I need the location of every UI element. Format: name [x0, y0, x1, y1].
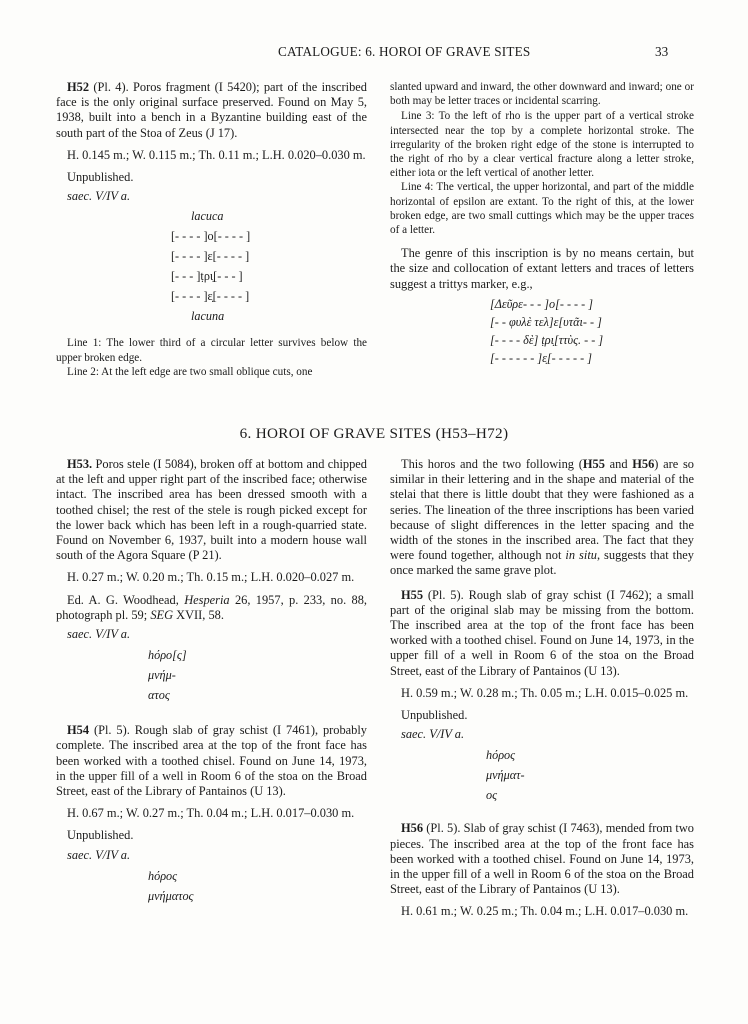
h55-intro: H55 (Pl. 5). Rough slab of gray schist (I 7462); a small part of the original slab may be missing from the bottom. The inscribed area at the top of the front face has been worked with a toothed chisel. Found on June 14, 1973, in the upper fill of a well in Room 6 of the stoa on the Broad Street, east of the Library of Pantainos (U 13). — [390, 587, 694, 678]
inscription-line: ατος — [148, 688, 170, 703]
h53-dimensions: H. 0.27 m.; W. 0.20 m.; Th. 0.15 m.; L.H. 0.020–0.027 m. — [67, 570, 355, 585]
h54-inscription-text — [148, 866, 367, 906]
inscription-line: ος — [486, 788, 498, 803]
inscription-line: hόρος — [148, 868, 178, 883]
inscription-line: [- - - - ]o[- - - - ] — [171, 229, 251, 244]
inscription-line: [- - - - ]ε[- - - - ] — [171, 249, 250, 264]
page-number: 33 — [655, 44, 669, 59]
inscription-line: μνήματ- — [486, 768, 525, 783]
h54-dimensions: H. 0.67 m.; W. 0.27 m.; Th. 0.04 m.; L.H. 0.017–0.030 m. — [67, 806, 355, 821]
running-head: CATALOGUE: 6. HOROI OF GRAVE SITES — [278, 44, 531, 59]
h52-note-line2: Line 2: At the left edge are two small oblique cuts, one — [67, 365, 313, 378]
inscription-line: lacuna — [191, 309, 225, 324]
h52-date: saec. V/IV a. — [67, 189, 131, 204]
inscription-line: hόρος — [486, 748, 516, 763]
inscription-line: μνήματος — [148, 888, 194, 903]
h52-publication: Unpublished. — [67, 170, 134, 185]
h52-restoration — [490, 295, 694, 367]
h56-intro: H56 (Pl. 5). Slab of gray schist (I 7463), mended from two pieces. The inscribed area at the top of the front face has been worked with a toothed chisel. Found on June 14, 1973, in the upper fill of a well in Room 6 of the stoa on the Broad Street, east of the Library of Pantainos (U 13). — [390, 821, 694, 897]
h52-note-line2-cont: slanted upward and inward, the other downward and inward; one or both may be letter traces or incidental scarring. — [390, 81, 694, 108]
h53-edition: Ed. A. G. Woodhead, Hesperia 26, 1957, p. 233, no. 88, photograph pl. 59; SEG XVII, 58. — [56, 592, 367, 622]
h53-inscription-text — [148, 645, 367, 705]
restoration-line: [- - φυλὲ τελ]ε[υτᾶι- - ] — [490, 314, 602, 329]
inscription-line: lacuca — [191, 209, 224, 224]
page-header — [0, 44, 748, 64]
h52-intro: H52 (Pl. 4). Poros fragment (I 5420); part of the inscribed face is the only original surface preserved. Found on May 5, 1938, built into a bench in a Byzantine building east of the south part of the Stoa of Zeus (J 17). — [56, 80, 367, 140]
section-title: 6. HOROI OF GRAVE SITES (H53–H72) — [239, 425, 509, 442]
h55-inscription-text — [486, 745, 694, 805]
h56-dimensions: H. 0.61 m.; W. 0.25 m.; Th. 0.04 m.; L.H. 0.017–0.030 m. — [401, 904, 689, 919]
h52-genre: The genre of this inscription is by no means certain, but the size and collocation of extant letters and traces of letters suggest a trittys marker, e.g., — [390, 246, 694, 291]
h52-note-line1: Line 1: The lower third of a circular letter survives below the upper broken edge. — [56, 337, 367, 364]
right-column-lower — [390, 457, 694, 920]
h54-publication: Unpublished. — [67, 828, 134, 843]
left-column-lower — [56, 457, 367, 906]
entry-h52-right — [390, 80, 694, 367]
h52-note-line4: Line 4: The vertical, the upper horizontal, and part of the middle horizontal of epsilon are extant. To the right of this, at the lower broken edge, are two small cuttings which may be the upper traces of a letter. — [390, 181, 694, 237]
h54-date: saec. V/IV a. — [67, 847, 131, 862]
h52-inscription-text — [171, 206, 367, 326]
inscription-line: [- - - ]ṭρι̣[- - - ] — [171, 269, 243, 284]
h52-dimensions: H. 0.145 m.; W. 0.115 m.; Th. 0.11 m.; L.H. 0.020–0.030 m. — [67, 147, 366, 162]
h55-publication: Unpublished. — [401, 708, 468, 723]
h53-intro: H53. Poros stele (I 5084), broken off at bottom and chipped at the left and upper right part of the inscribed face; otherwise intact. The inscribed area has been dressed smooth with a toothed chisel; the rest of the stele is rough picked except for the lower back which has been left in a rough-quarried state. Found on November 6, 1937, built into a modern house wall south of the Agora Square (P 21). — [56, 457, 367, 563]
inscription-line: hόρο[ς] — [148, 648, 187, 663]
restoration-line: [- - - - δὲ] ṭρι̣[ττὺς. - - ] — [490, 332, 604, 347]
h55-dimensions: H. 0.59 m.; W. 0.28 m.; Th. 0.05 m.; L.H. 0.015–0.025 m. — [401, 685, 689, 700]
inscription-line: μνήμ- — [148, 668, 176, 683]
entry-h52-left — [56, 80, 367, 379]
h55-date: saec. V/IV a. — [401, 727, 465, 742]
restoration-line: [- - - - - - ]ε̣[- - - - - ] — [490, 350, 592, 365]
h52-note-line3: Line 3: To the left of rho is the upper part of a vertical stroke intersected near the top by a complete horizontal stroke. The irregularity of the broken right edge of the stone is interrupted to the right of rho by a clear vertical fracture along a letter stroke, either iota or the left vertical of another letter. — [390, 110, 694, 180]
h53-date: saec. V/IV a. — [67, 627, 131, 642]
restoration-line: [Δεῦρε- - - ]ο[- - - - ] — [490, 296, 594, 311]
h54-intro: H54 (Pl. 5). Rough slab of gray schist (I 7461), probably complete. The inscribed area at the top of the front face has been worked with a toothed chisel. Found on June 14, 1973, in the upper fill of a well in Room 6 of the stoa on the Broad Street, east of the Library of Pantainos (U 13). — [56, 723, 367, 799]
inscription-line: [- - - - ]ε̣[- - - - ] — [171, 289, 250, 304]
series-note: This horos and the two following (H55 and H56) are so similar in their lettering and in the shape and material of the stelai that there is little doubt that they were fashioned as a series. The lineation of the three inscriptions has been varied because of slight differences in the letter spacing and the width of the stones in the inscribed area. The fact that they were found together, although not in situ, suggests that they once marked the same grave plot. — [390, 457, 695, 578]
